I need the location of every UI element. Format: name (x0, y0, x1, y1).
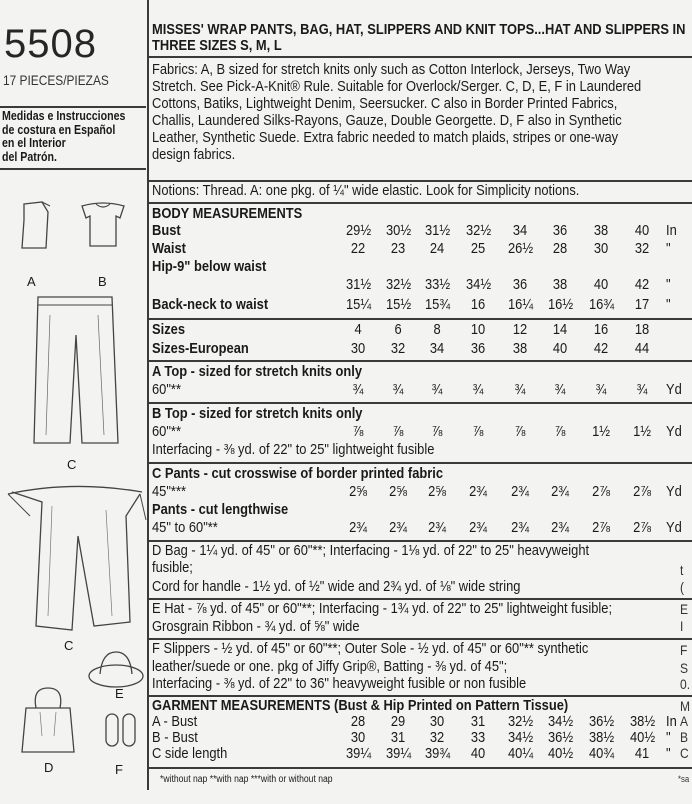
edge-fragment: B (680, 729, 689, 745)
hip-unit: " (666, 276, 671, 293)
garment-c-cell: 41 (634, 745, 650, 762)
garment-divider (147, 767, 692, 769)
waist-cell: 30 (593, 240, 609, 257)
size-eu-cell: 44 (634, 340, 650, 357)
view-label-f: F (115, 762, 123, 777)
waist-cell: 22 (350, 240, 366, 257)
sizes-divider (147, 360, 692, 362)
view-c-yardage-cell: 2⅝ (428, 483, 447, 500)
view-c2-yardage-unit: Yd (666, 519, 682, 536)
view-a-yardage-cell: ¾ (554, 381, 566, 398)
garment-measurements-title: GARMENT MEASUREMENTS (Bust & Hip Printed on Pattern Tissue) (152, 697, 569, 714)
spanish-note: Medidas e Instrucciones de costura en Español en el Interior del Patrón. (2, 109, 126, 164)
body-row-label: Hip-9" below waist (152, 258, 267, 275)
waist-cell: 28 (552, 240, 568, 257)
waist-cell: 25 (470, 240, 486, 257)
view-c2-yardage-cell: 2¾ (511, 519, 530, 536)
back-neck-cell: 16½ (548, 296, 574, 313)
size-eu-cell: 40 (552, 340, 568, 357)
view-a-title: A Top - sized for stretch knits only (152, 363, 363, 380)
garment-b-cell: 38½ (589, 729, 615, 746)
back-neck-cell: 17 (634, 296, 650, 313)
view-c2-yardage-cell: 2¾ (551, 519, 570, 536)
view-d-line-1: D Bag - 1¼ yd. of 45" or 60"**; Interfacing - 1⅛ yd. of 22" to 25" heavyweight (152, 542, 590, 559)
garment-a-cell: 34½ (548, 713, 574, 730)
waist-cell: 26½ (508, 240, 534, 257)
view-c-title: C Pants - cut crosswise of border printed fabric (152, 465, 444, 482)
bust-cell: 30½ (386, 222, 412, 239)
back-neck-unit: " (666, 296, 671, 313)
view-b-title: B Top - sized for stretch knits only (152, 405, 363, 422)
garment-c-cell: 40¼ (508, 745, 534, 762)
view-e-line-1: E Hat - ⅞ yd. of 45" or 60"**; Interfacing - 1¾ yd. of 22" to 25" lightweight fusible; (152, 600, 613, 617)
garment-c-cell: 40 (470, 745, 486, 762)
size-cell: 12 (512, 321, 528, 338)
garment-b-cell: 32 (429, 729, 445, 746)
garment-a-cell: 30 (429, 713, 445, 730)
view-a-yardage-cell: ¾ (431, 381, 443, 398)
bust-cell: 36 (552, 222, 568, 239)
waist-cell: 23 (390, 240, 406, 257)
view-c-yardage-cell: 2⅝ (389, 483, 408, 500)
view-a-yardage-cell: ¾ (595, 381, 607, 398)
back-neck-cell: 16¾ (589, 296, 615, 313)
view-a-width: 60"** (152, 381, 181, 398)
view-c-pants-sketch (20, 295, 130, 445)
bust-unit: In (666, 222, 677, 239)
view-c-yardage-cell: 2¾ (551, 483, 570, 500)
size-cell: 18 (634, 321, 650, 338)
view-a-yardage-cell: ¾ (636, 381, 648, 398)
view-c-yardage-unit: Yd (666, 483, 682, 500)
back-neck-cell: 15½ (386, 296, 412, 313)
garment-a-cell: 38½ (630, 713, 656, 730)
left-divider (0, 106, 146, 108)
garment-a-cell: 32½ (508, 713, 534, 730)
view-label-e: E (115, 686, 124, 701)
view-b-top-sketch (78, 198, 128, 248)
edge-fragment: F (680, 642, 688, 658)
garment-a-cell: 36½ (589, 713, 615, 730)
garment-b-cell: 33 (470, 729, 486, 746)
edge-fragment: C (680, 745, 689, 761)
hip-cell: 34½ (466, 276, 492, 293)
title-divider (147, 56, 692, 58)
view-label-d: D (44, 760, 54, 775)
back-neck-cell: 16¼ (508, 296, 534, 313)
hip-cell: 38 (552, 276, 568, 293)
view-f-line-2: leather/suede or one. pkg of Jiffy Grip®, Batting - ⅜ yd. of 45"; (152, 658, 508, 675)
view-c2-yardage-cell: 2¾ (389, 519, 408, 536)
view-b-interfacing: Interfacing - ⅜ yd. of 22" to 25" lightweight fusible (152, 441, 435, 458)
view-a-yardage-cell: ¾ (392, 381, 404, 398)
view-c-yardage-cell: 2⅝ (349, 483, 368, 500)
sizes-label: Sizes (152, 321, 185, 338)
garment-a-unit: In (666, 713, 677, 730)
view-a-yardage-cell: ¾ (352, 381, 364, 398)
garment-row-label: C side length (152, 745, 228, 762)
back-neck-cell: 16 (470, 296, 486, 313)
view-f-slippers-sketch (103, 712, 139, 748)
size-cell: 6 (394, 321, 402, 338)
back-neck-cell: 15¾ (425, 296, 451, 313)
view-a-yardage-unit: Yd (666, 381, 682, 398)
garment-b-unit: " (666, 729, 671, 746)
pieces-count: 17 PIECES/PIEZAS (3, 72, 109, 88)
view-b-width: 60"** (152, 423, 181, 440)
garment-a-cell: 28 (350, 713, 366, 730)
garment-b-cell: 31 (390, 729, 406, 746)
view-label-a: A (27, 274, 36, 289)
back-neck-cell: 15¼ (346, 296, 372, 313)
view-d-bag-sketch (18, 686, 78, 756)
garment-c-cell: 39¾ (425, 745, 451, 762)
view-b-yardage-cell: ⅞ (392, 423, 404, 440)
view-c2-yardage-cell: 2¾ (428, 519, 447, 536)
view-b-yardage-unit: Yd (666, 423, 682, 440)
hip-cell: 33½ (425, 276, 451, 293)
pattern-number: 5508 (4, 22, 97, 66)
edge-fragment: ( (680, 579, 685, 595)
pattern-title-line-1: MISSES' WRAP PANTS, BAG, HAT, SLIPPERS AND KNIT TOPS...HAT AND SLIPPERS IN (152, 21, 686, 38)
garment-c-cell: 40½ (548, 745, 574, 762)
view-c2-yardage-cell: 2⅞ (592, 519, 611, 536)
view-b-yardage-cell: ⅞ (352, 423, 364, 440)
view-b-yardage-cell: ⅞ (514, 423, 526, 440)
garment-a-cell: 29 (390, 713, 406, 730)
edge-fragment: *sa (678, 774, 690, 784)
garment-b-cell: 30 (350, 729, 366, 746)
view-a-yardage-cell: ¾ (514, 381, 526, 398)
hip-cell: 31½ (346, 276, 372, 293)
bust-cell: 40 (634, 222, 650, 239)
view-b-yardage-cell: 1½ (592, 423, 611, 440)
edge-fragment: A (680, 713, 689, 729)
waist-cell: 24 (429, 240, 445, 257)
size-eu-cell: 36 (470, 340, 486, 357)
size-cell: 4 (354, 321, 362, 338)
edge-fragment: E (680, 601, 689, 617)
view-a-top-sketch (12, 200, 62, 250)
hip-cell: 36 (512, 276, 528, 293)
hip-cell: 40 (593, 276, 609, 293)
garment-b-cell: 40½ (630, 729, 656, 746)
view-d-line-2: fusible; (152, 559, 193, 576)
size-eu-cell: 30 (350, 340, 366, 357)
body-divider (147, 318, 692, 320)
view-c2-width: 45" to 60"** (152, 519, 218, 536)
view-label-b: B (98, 274, 107, 289)
view-a-divider (147, 402, 692, 404)
garment-c-cell: 39¼ (386, 745, 412, 762)
view-c-yardage-cell: 2¾ (511, 483, 530, 500)
garment-b-cell: 34½ (508, 729, 534, 746)
sizes-eu-label: Sizes-European (152, 340, 249, 357)
size-cell: 16 (593, 321, 609, 338)
view-e-hat-sketch (86, 646, 146, 691)
hip-cell: 42 (634, 276, 650, 293)
hip-cell: 32½ (386, 276, 412, 293)
size-cell: 10 (470, 321, 486, 338)
edge-fragment: 0. (680, 676, 691, 692)
pattern-title-line-2: THREE SIZES S, M, L (152, 37, 282, 54)
bust-cell: 32½ (466, 222, 492, 239)
body-measurements-title: BODY MEASUREMENTS (152, 205, 303, 222)
garment-row-label: A - Bust (152, 713, 198, 730)
garment-c-cell: 39¼ (346, 745, 372, 762)
view-c2-title: Pants - cut lengthwise (152, 501, 289, 518)
waist-cell: 32 (634, 240, 650, 257)
view-label-c2: C (64, 638, 74, 653)
view-c-yardage-cell: 2⅞ (633, 483, 652, 500)
notions-divider (147, 202, 692, 204)
garment-c-cell: 40¾ (589, 745, 615, 762)
edge-fragment: S (680, 660, 689, 676)
view-f-line-3: Interfacing - ⅜ yd. of 22" to 36" heavyweight fusible or non fusible (152, 675, 527, 692)
view-c2-yardage-cell: 2⅞ (633, 519, 652, 536)
view-c2-yardage-cell: 2¾ (469, 519, 488, 536)
left-divider-2 (0, 168, 146, 170)
view-b-divider (147, 462, 692, 464)
bust-cell: 34 (512, 222, 528, 239)
view-label-c: C (67, 457, 77, 472)
view-b-yardage-cell: ⅞ (472, 423, 484, 440)
bust-cell: 38 (593, 222, 609, 239)
view-b-yardage-cell: ⅞ (431, 423, 443, 440)
view-a-yardage-cell: ¾ (472, 381, 484, 398)
notions-text: Notions: Thread. A: one pkg. of ¼" wide elastic. Look for Simplicity notions. (152, 182, 580, 199)
garment-c-unit: " (666, 745, 671, 762)
view-e-line-2: Grosgrain Ribbon - ¾ yd. of ⅝" wide (152, 618, 360, 635)
view-c-yardage-cell: 2⅞ (592, 483, 611, 500)
edge-fragment: t (680, 562, 684, 578)
garment-a-cell: 31 (470, 713, 486, 730)
garment-b-cell: 36½ (548, 729, 574, 746)
view-b-yardage-cell: ⅞ (554, 423, 566, 440)
edge-fragment: M (680, 698, 691, 714)
size-cell: 14 (552, 321, 568, 338)
edge-fragment: I (680, 618, 684, 634)
footnote: *without nap **with nap ***with or without nap (160, 774, 333, 785)
column-divider (147, 0, 149, 790)
bust-cell: 29½ (346, 222, 372, 239)
view-c-yardage-cell: 2¾ (469, 483, 488, 500)
view-b-yardage-cell: 1½ (633, 423, 652, 440)
garment-row-label: B - Bust (152, 729, 198, 746)
waist-unit: " (666, 240, 671, 257)
view-f-line-1: F Slippers - ½ yd. of 45" or 60"**; Outer Sole - ½ yd. of 45" or 60"** synthetic (152, 640, 589, 657)
body-row-label: Waist (152, 240, 186, 257)
view-c-wrap-sketch (2, 476, 147, 636)
view-c2-yardage-cell: 2¾ (349, 519, 368, 536)
size-eu-cell: 34 (429, 340, 445, 357)
size-cell: 8 (433, 321, 441, 338)
size-eu-cell: 32 (390, 340, 406, 357)
body-row-label: Back-neck to waist (152, 296, 269, 313)
size-eu-cell: 42 (593, 340, 609, 357)
view-d-line-3: Cord for handle - 1½ yd. of ½" wide and 2¾ yd. of ⅛" wide string (152, 578, 521, 595)
view-c-width: 45"*** (152, 483, 186, 500)
bust-cell: 31½ (425, 222, 451, 239)
size-eu-cell: 38 (512, 340, 528, 357)
body-row-label: Bust (152, 222, 181, 239)
